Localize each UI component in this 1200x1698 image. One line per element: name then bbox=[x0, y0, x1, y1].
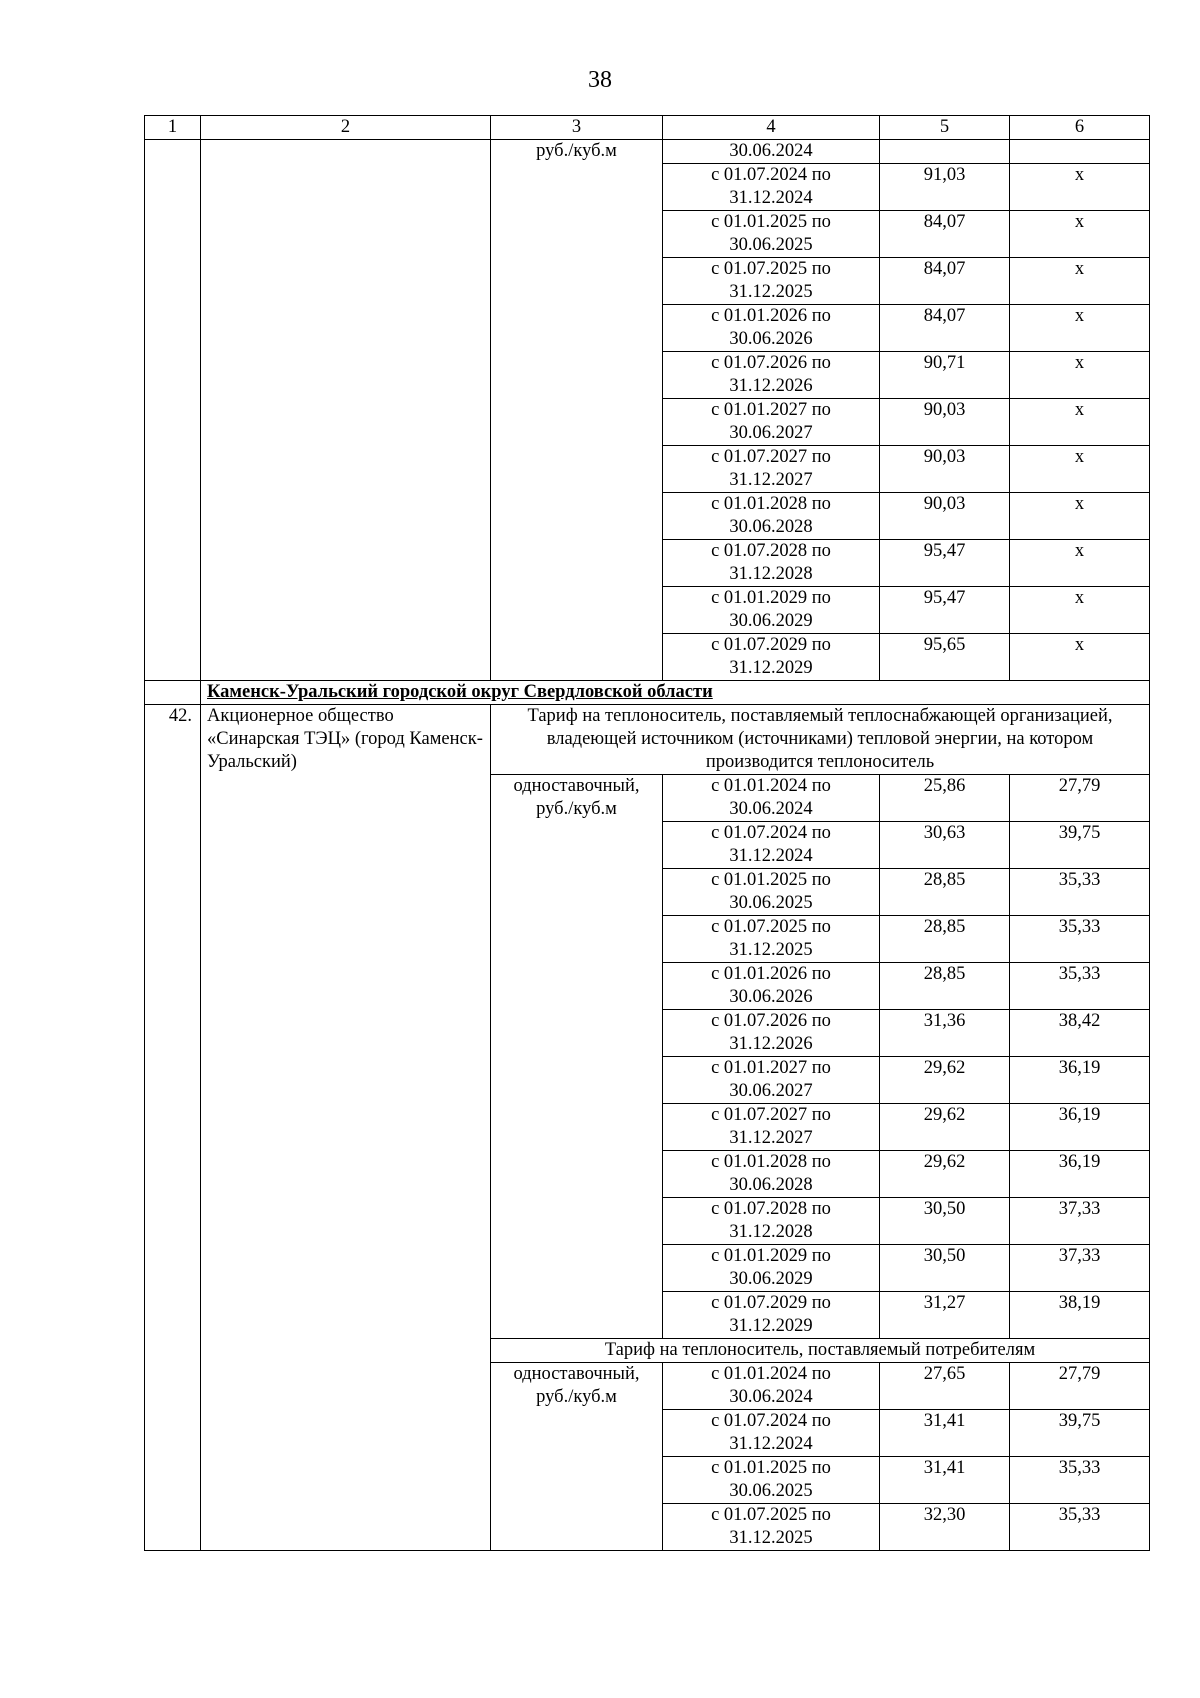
value-col5 bbox=[880, 140, 1010, 164]
value-col6: 37,33 bbox=[1010, 1245, 1150, 1292]
tariff-table bbox=[144, 115, 1150, 1551]
value-col6: х bbox=[1010, 493, 1150, 540]
period-cell: с 01.07.2025 по 31.12.2025 bbox=[663, 1504, 880, 1551]
number-cell bbox=[145, 681, 201, 705]
column-number: 3 bbox=[491, 116, 663, 140]
column-number: 6 bbox=[1010, 116, 1150, 140]
value-col6: 27,79 bbox=[1010, 775, 1150, 822]
period-cell: с 01.01.2025 по 30.06.2025 bbox=[663, 1457, 880, 1504]
column-number: 4 bbox=[663, 116, 880, 140]
organization-name: Акционерное общество «Синарская ТЭЦ» (город Каменск-Уральский) bbox=[201, 705, 491, 1551]
value-col6: 39,75 bbox=[1010, 822, 1150, 869]
value-col5: 28,85 bbox=[880, 869, 1010, 916]
period-cell: с 01.07.2025 по 31.12.2025 bbox=[663, 916, 880, 963]
period-cell: с 01.07.2026 по 31.12.2026 bbox=[663, 352, 880, 399]
value-col5: 90,03 bbox=[880, 446, 1010, 493]
value-col6: 35,33 bbox=[1010, 916, 1150, 963]
value-col5: 30,63 bbox=[880, 822, 1010, 869]
period-cell: с 01.07.2028 по 31.12.2028 bbox=[663, 540, 880, 587]
value-col6: 37,33 bbox=[1010, 1198, 1150, 1245]
value-col6: х bbox=[1010, 634, 1150, 681]
section-title-row bbox=[145, 705, 1150, 775]
value-col5: 25,86 bbox=[880, 775, 1010, 822]
page-number: 38 bbox=[588, 67, 612, 93]
value-col5: 84,07 bbox=[880, 305, 1010, 352]
period-cell: с 01.01.2026 по 30.06.2026 bbox=[663, 305, 880, 352]
period-cell: с 01.01.2027 по 30.06.2027 bbox=[663, 1057, 880, 1104]
value-col6: 36,19 bbox=[1010, 1057, 1150, 1104]
value-col5: 30,50 bbox=[880, 1198, 1010, 1245]
period-cell: с 01.01.2025 по 30.06.2025 bbox=[663, 869, 880, 916]
number-cell bbox=[145, 140, 201, 681]
organization-cell bbox=[201, 140, 491, 681]
value-col6: 38,42 bbox=[1010, 1010, 1150, 1057]
period-cell: с 01.01.2027 по 30.06.2027 bbox=[663, 399, 880, 446]
period-cell: с 01.07.2024 по 31.12.2024 bbox=[663, 164, 880, 211]
period-cell: 30.06.2024 bbox=[663, 140, 880, 164]
unit-cell: одноставочный, руб./куб.м bbox=[491, 1363, 663, 1551]
value-col6: 35,33 bbox=[1010, 869, 1150, 916]
value-col5: 90,71 bbox=[880, 352, 1010, 399]
value-col5: 95,65 bbox=[880, 634, 1010, 681]
value-col6: 38,19 bbox=[1010, 1292, 1150, 1339]
value-col5: 84,07 bbox=[880, 258, 1010, 305]
value-col6: х bbox=[1010, 164, 1150, 211]
value-col6: 27,79 bbox=[1010, 1363, 1150, 1410]
period-cell: с 01.07.2027 по 31.12.2027 bbox=[663, 1104, 880, 1151]
period-cell: с 01.01.2028 по 30.06.2028 bbox=[663, 493, 880, 540]
value-col5: 31,41 bbox=[880, 1410, 1010, 1457]
value-col6: х bbox=[1010, 352, 1150, 399]
section-title: Тариф на теплоноситель, поставляемый теплоснабжающей организацией, владеющей источником (источниками) тепловой энергии, на котором производится теплоноситель bbox=[491, 705, 1150, 775]
value-col5: 29,62 bbox=[880, 1104, 1010, 1151]
value-col6: 35,33 bbox=[1010, 963, 1150, 1010]
period-cell: с 01.01.2029 по 30.06.2029 bbox=[663, 1245, 880, 1292]
value-col5: 84,07 bbox=[880, 211, 1010, 258]
section-title: Тариф на теплоноситель, поставляемый потребителям bbox=[491, 1339, 1150, 1363]
period-cell: с 01.07.2029 по 31.12.2029 bbox=[663, 634, 880, 681]
value-col5: 29,62 bbox=[880, 1151, 1010, 1198]
value-col6: 35,33 bbox=[1010, 1504, 1150, 1551]
column-number: 1 bbox=[145, 116, 201, 140]
period-cell: с 01.07.2026 по 31.12.2026 bbox=[663, 1010, 880, 1057]
unit-cell: руб./куб.м bbox=[491, 140, 663, 681]
value-col5: 32,30 bbox=[880, 1504, 1010, 1551]
value-col5: 29,62 bbox=[880, 1057, 1010, 1104]
value-col6: 36,19 bbox=[1010, 1104, 1150, 1151]
value-col5: 27,65 bbox=[880, 1363, 1010, 1410]
value-col6: х bbox=[1010, 211, 1150, 258]
value-col6: 36,19 bbox=[1010, 1151, 1150, 1198]
value-col5: 31,41 bbox=[880, 1457, 1010, 1504]
value-col5: 28,85 bbox=[880, 916, 1010, 963]
value-col5: 31,27 bbox=[880, 1292, 1010, 1339]
value-col5: 95,47 bbox=[880, 540, 1010, 587]
period-cell: с 01.01.2025 по 30.06.2025 bbox=[663, 211, 880, 258]
entry-number: 42. bbox=[145, 705, 201, 1551]
period-cell: с 01.07.2024 по 31.12.2024 bbox=[663, 822, 880, 869]
value-col6: 39,75 bbox=[1010, 1410, 1150, 1457]
value-col6: 35,33 bbox=[1010, 1457, 1150, 1504]
period-cell: с 01.01.2029 по 30.06.2029 bbox=[663, 587, 880, 634]
period-cell: с 01.07.2025 по 31.12.2025 bbox=[663, 258, 880, 305]
period-cell: с 01.07.2028 по 31.12.2028 bbox=[663, 1198, 880, 1245]
unit-cell: одноставочный, руб./куб.м bbox=[491, 775, 663, 1339]
region-row bbox=[145, 681, 1150, 705]
period-cell: с 01.01.2028 по 30.06.2028 bbox=[663, 1151, 880, 1198]
period-cell: с 01.01.2024 по 30.06.2024 bbox=[663, 775, 880, 822]
column-number-row bbox=[145, 116, 1150, 140]
column-number: 2 bbox=[201, 116, 491, 140]
value-col5: 91,03 bbox=[880, 164, 1010, 211]
period-cell: с 01.01.2024 по 30.06.2024 bbox=[663, 1363, 880, 1410]
value-col6: х bbox=[1010, 258, 1150, 305]
value-col5: 28,85 bbox=[880, 963, 1010, 1010]
period-cell: с 01.07.2029 по 31.12.2029 bbox=[663, 1292, 880, 1339]
value-col5: 90,03 bbox=[880, 493, 1010, 540]
value-col6 bbox=[1010, 140, 1150, 164]
value-col5: 90,03 bbox=[880, 399, 1010, 446]
value-col6: х bbox=[1010, 305, 1150, 352]
period-cell: с 01.07.2024 по 31.12.2024 bbox=[663, 1410, 880, 1457]
value-col6: х bbox=[1010, 399, 1150, 446]
value-col6: х bbox=[1010, 587, 1150, 634]
value-col6: х bbox=[1010, 540, 1150, 587]
table-row bbox=[145, 140, 1150, 164]
value-col5: 30,50 bbox=[880, 1245, 1010, 1292]
period-cell: с 01.01.2026 по 30.06.2026 bbox=[663, 963, 880, 1010]
value-col5: 95,47 bbox=[880, 587, 1010, 634]
column-number: 5 bbox=[880, 116, 1010, 140]
value-col5: 31,36 bbox=[880, 1010, 1010, 1057]
region-title: Каменск-Уральский городской округ Свердловской области bbox=[201, 681, 1150, 705]
value-col6: х bbox=[1010, 446, 1150, 493]
period-cell: с 01.07.2027 по 31.12.2027 bbox=[663, 446, 880, 493]
